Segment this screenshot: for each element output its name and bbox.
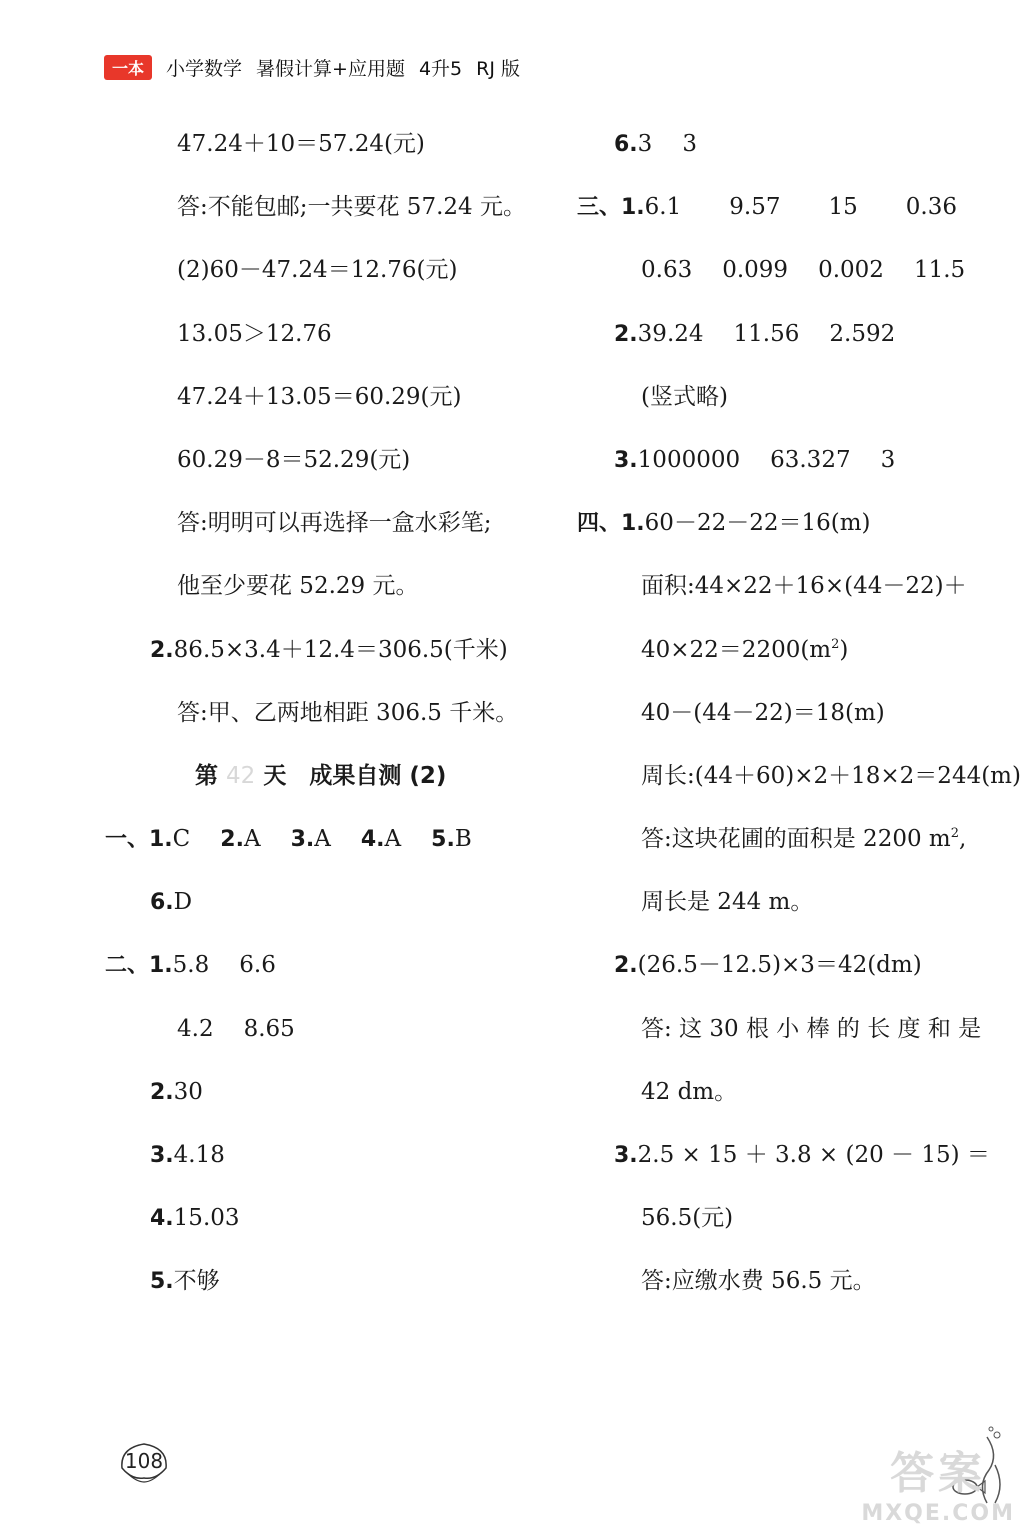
left-column: [105, 113, 545, 1314]
section-1-row: [105, 871, 545, 934]
answer: 不够: [173, 1268, 220, 1295]
header-grade: 4升5: [418, 57, 463, 80]
answer-line: (2)60－47.24＝12.76(元): [177, 257, 458, 284]
answer: 3: [880, 446, 896, 473]
answer: 9.57: [729, 194, 781, 221]
answer-line: 答:明明可以再选择一盒水彩笔;: [177, 510, 492, 537]
answer-text: (26.5－12.5)×3＝42(dm): [637, 952, 922, 979]
answer: 15: [828, 194, 858, 221]
section-1-row: [105, 808, 545, 871]
question-number: 2.: [150, 637, 174, 663]
answer: 4.2: [177, 1015, 214, 1042]
answer: 11.56: [733, 320, 800, 347]
answer: 15.03: [173, 1205, 240, 1232]
page-number: [116, 1438, 172, 1484]
header-book: 暑假计算+应用题: [256, 57, 405, 80]
answer-line: 他至少要花 52.29 元。: [177, 573, 419, 600]
answer-line: (竖式略): [641, 383, 728, 410]
section-number: 四、1.: [577, 511, 645, 537]
answer: 1000000: [637, 446, 741, 473]
answer: D: [173, 889, 193, 916]
section-number: 一、1.: [105, 827, 173, 853]
answer-line: 答:应缴水费 56.5 元。: [641, 1268, 876, 1295]
answer-line: 面积:44×22＋16×(44－22)＋: [641, 573, 967, 600]
brand-logo: 一本: [104, 55, 152, 80]
section-2-row: [105, 1250, 545, 1313]
answer: 0.099: [722, 257, 789, 284]
answer-text: ,: [959, 826, 967, 853]
section-3-row: [577, 176, 1017, 239]
answer: 11.5: [913, 257, 966, 284]
question-number: 6.: [150, 890, 174, 916]
answer: 63.327: [770, 446, 851, 473]
answer: 6.6: [239, 952, 276, 979]
answer-line: 40－(44－22)＝18(m): [641, 699, 885, 726]
page-number-text: 108: [124, 1449, 164, 1473]
answer: B: [454, 826, 472, 853]
question-number: 5.: [150, 1269, 174, 1295]
answer-line: 13.05＞12.76: [177, 320, 332, 347]
question-number: 6.: [614, 132, 638, 157]
right-column: [577, 113, 1021, 1314]
section-2-row: [105, 1124, 545, 1187]
answer: A: [384, 826, 402, 853]
section-3-row: [577, 239, 1017, 302]
header-edition: RJ 版: [476, 57, 520, 80]
answer-text: 答:这块花圃的面积是 2200 m: [641, 826, 951, 853]
question-number: 3.: [150, 1143, 174, 1168]
answer-line: 42 dm。: [641, 1078, 738, 1105]
day-number: 42: [226, 762, 256, 789]
answer: 2.592: [829, 320, 896, 347]
answer-line: 答: 这 30 根 小 棒 的 长 度 和 是: [641, 1015, 982, 1042]
question-number: 2.: [614, 321, 638, 347]
question-number: 2.: [614, 953, 638, 979]
section-3-row: [577, 303, 1017, 366]
section-2-row: [105, 1187, 545, 1250]
answer: 39.24: [637, 320, 704, 347]
answer: 4.18: [173, 1142, 225, 1168]
exponent: 2: [831, 636, 840, 652]
section-2-row: [105, 934, 545, 997]
answer: 6.1: [644, 194, 682, 221]
section-4-row: [577, 1124, 1017, 1187]
answer-line: 56.5(元): [641, 1205, 734, 1232]
answer: 8.65: [243, 1015, 295, 1042]
section-number: 二、1.: [105, 953, 173, 979]
answer-line: 答:不能包邮;一共要花 57.24 元。: [177, 194, 526, 221]
answer: A: [243, 826, 261, 853]
answer-text: 60－22－22＝16(m): [644, 510, 871, 537]
page-header: [104, 52, 520, 82]
watermark-bottom: MXQE.COM: [861, 1501, 1015, 1526]
header-subject: 小学数学: [166, 57, 243, 80]
answer-text: 86.5×3.4＋12.4＝306.5(千米): [173, 636, 508, 663]
answer: A: [314, 826, 331, 853]
question-number: 3.: [614, 1143, 638, 1168]
question-number: 5.: [431, 827, 455, 853]
answer: 3: [682, 131, 697, 157]
answer-line: 周长:(44＋60)×2＋18×2＝244(m): [641, 762, 1021, 789]
section-2-row: [105, 1061, 545, 1124]
answer: 30: [173, 1078, 203, 1105]
section-number: 三、1.: [577, 195, 645, 221]
question-number: 3.: [614, 447, 638, 473]
answer-text: 40×22＝2200(m: [641, 636, 832, 663]
exponent: 2: [950, 826, 959, 842]
answer-line: [577, 808, 1017, 871]
answer: 0.002: [818, 257, 884, 284]
answer-line: [577, 619, 1017, 682]
question-number: 4.: [360, 827, 385, 853]
watermark-top: 答案: [890, 1448, 987, 1499]
answer-line: 答:甲、乙两地相距 306.5 千米。: [177, 699, 519, 726]
answer: 3: [637, 131, 653, 157]
section-2-row: [105, 998, 545, 1061]
title-suffix: 天 成果自测 (2): [263, 762, 447, 789]
question-number: 2.: [150, 1079, 174, 1105]
answer-line: 47.24＋13.05＝60.29(元): [177, 383, 462, 410]
section-4-row: [577, 492, 1017, 555]
watermark: [861, 1437, 1015, 1526]
answer: 0.63: [641, 257, 693, 284]
question-number: 4.: [150, 1206, 174, 1232]
answer: 5.8: [172, 952, 210, 979]
answer-line: 周长是 244 m。: [641, 889, 814, 916]
section-4-row: [577, 934, 1017, 997]
answer-text: 2.5 × 15 ＋ 3.8 × (20 － 15) ＝: [637, 1142, 990, 1168]
answer: C: [172, 826, 191, 853]
question-6: [577, 113, 1017, 176]
answer: 0.36: [905, 194, 957, 221]
question-number: 2.: [220, 827, 244, 853]
question-2: [105, 619, 545, 682]
section-3-row: [577, 429, 1017, 492]
answer-text: ): [839, 636, 849, 663]
question-number: 3.: [290, 827, 315, 853]
answer-line: 47.24＋10＝57.24(元): [177, 131, 425, 157]
section-title: [105, 745, 545, 808]
title-prefix: 第: [195, 762, 218, 789]
answer-line: 60.29－8＝52.29(元): [177, 446, 411, 473]
